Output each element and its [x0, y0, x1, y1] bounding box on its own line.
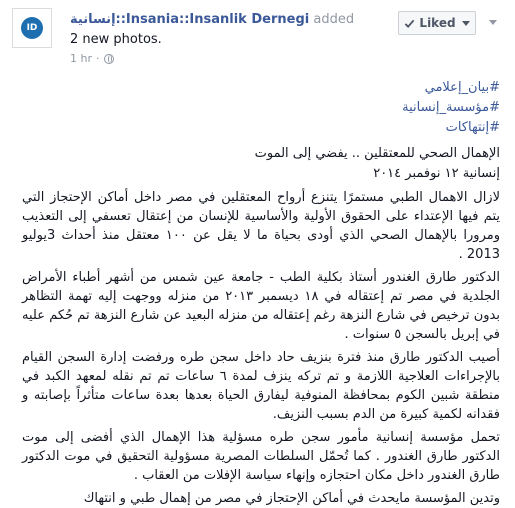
hashtag-link[interactable]: #إنتهاكات — [445, 120, 500, 135]
post-paragraph: لازال الاهمال الطبي مستمرًا يتنزع أرواح المعتقلين في مصر داخل أماكن الإحتجاز التي يتم فيها الإعتداء على الحقوق الأولية والأساسية للإنسان من إعتقال تعسفي إلى التعذيب ومرورا بالإهمال الصحي الذي أودى بحياة ما لا يقل عن ١٠٠ معتقل منذ أحداث 3يوليو 2013 . — [22, 190, 500, 262]
hashtag-link[interactable]: #بيان_إعلامي — [424, 80, 500, 95]
hashtag-link[interactable]: #مؤسسة_إنسانية — [402, 100, 500, 115]
liked-button[interactable] — [398, 11, 476, 35]
timestamp-link[interactable]: 1 hr — [70, 52, 92, 65]
author-line — [70, 12, 354, 27]
post-header — [0, 0, 515, 70]
post-date-line: إنسانية ١٢ نوفمبر ٢٠١٤ — [373, 166, 500, 181]
chevron-down-icon — [489, 20, 497, 25]
post-body — [22, 78, 500, 508]
caret-down-icon — [462, 21, 470, 26]
post-paragraph: وتدين المؤسسة مايحدث في أماكن الإحتجاز في مصر من إهمال طبي و انتهاك — [83, 491, 500, 506]
author-action: added — [313, 12, 355, 27]
post-timestamp — [70, 52, 114, 65]
post-subline: 2 new photos. — [70, 32, 162, 47]
liked-label: Liked — [419, 16, 456, 30]
timestamp-separator: · — [96, 52, 100, 65]
post-options-button[interactable] — [484, 14, 500, 30]
logo-icon: ID — [21, 17, 43, 39]
globe-icon — [104, 54, 114, 64]
post-paragraph: أصيب الدكتور طارق منذ فترة بنزيف حاد داخل سجن طره ورفضت إدارة السجن القيام بالإجراءات العلاجية اللازمة و تم تركه ينزف لمدة ٦ ساعات تم تم نقله لمعهد الكبد في منطقة شبين الكوم بمحافظة المنوفية ليفارق الحياة بعدها بعدة ساعات متأثراً بإصابته و فقدانه لكمية كبيرة من الدم بسبب النزيف. — [22, 350, 500, 422]
post-paragraph: تحمل مؤسسة إنسانية مأمور سجن طره مسؤلية هذا الإهمال الذي أفضى إلى موت الدكتور طارق الغندور . كما تُحمّل السلطات المصرية مسؤولية التحقيق في موت الدكتور طارق الغندور داخل مكان احتجازه وإنهاء سياسة الإفلات من العقاب . — [22, 430, 500, 483]
check-icon — [404, 18, 415, 29]
post-title: الإهمال الصحي للمعتقلين .. يفضي إلى الموت — [254, 146, 500, 161]
page-avatar[interactable] — [12, 8, 52, 48]
author-name-link[interactable]: إنسانية::Insania::Insanlik Dernegi — [70, 12, 310, 27]
post-paragraph: الدكتور طارق الغندور أستاذ بكلية الطب - جامعة عين شمس من أشهر أطباء الأمراض الجلدية في مصر تم إعتقاله في ١٨ ديسمبر ٢٠١٣ من منزله ووجهت إليه تهمة التظاهر بدون ترخيص في شارع النزهة رغم إعتقاله من منزله البعيد عن شارع النزهة تم حُكم عليه في إبريل بالسجن ٥ سنوات . — [22, 270, 501, 342]
